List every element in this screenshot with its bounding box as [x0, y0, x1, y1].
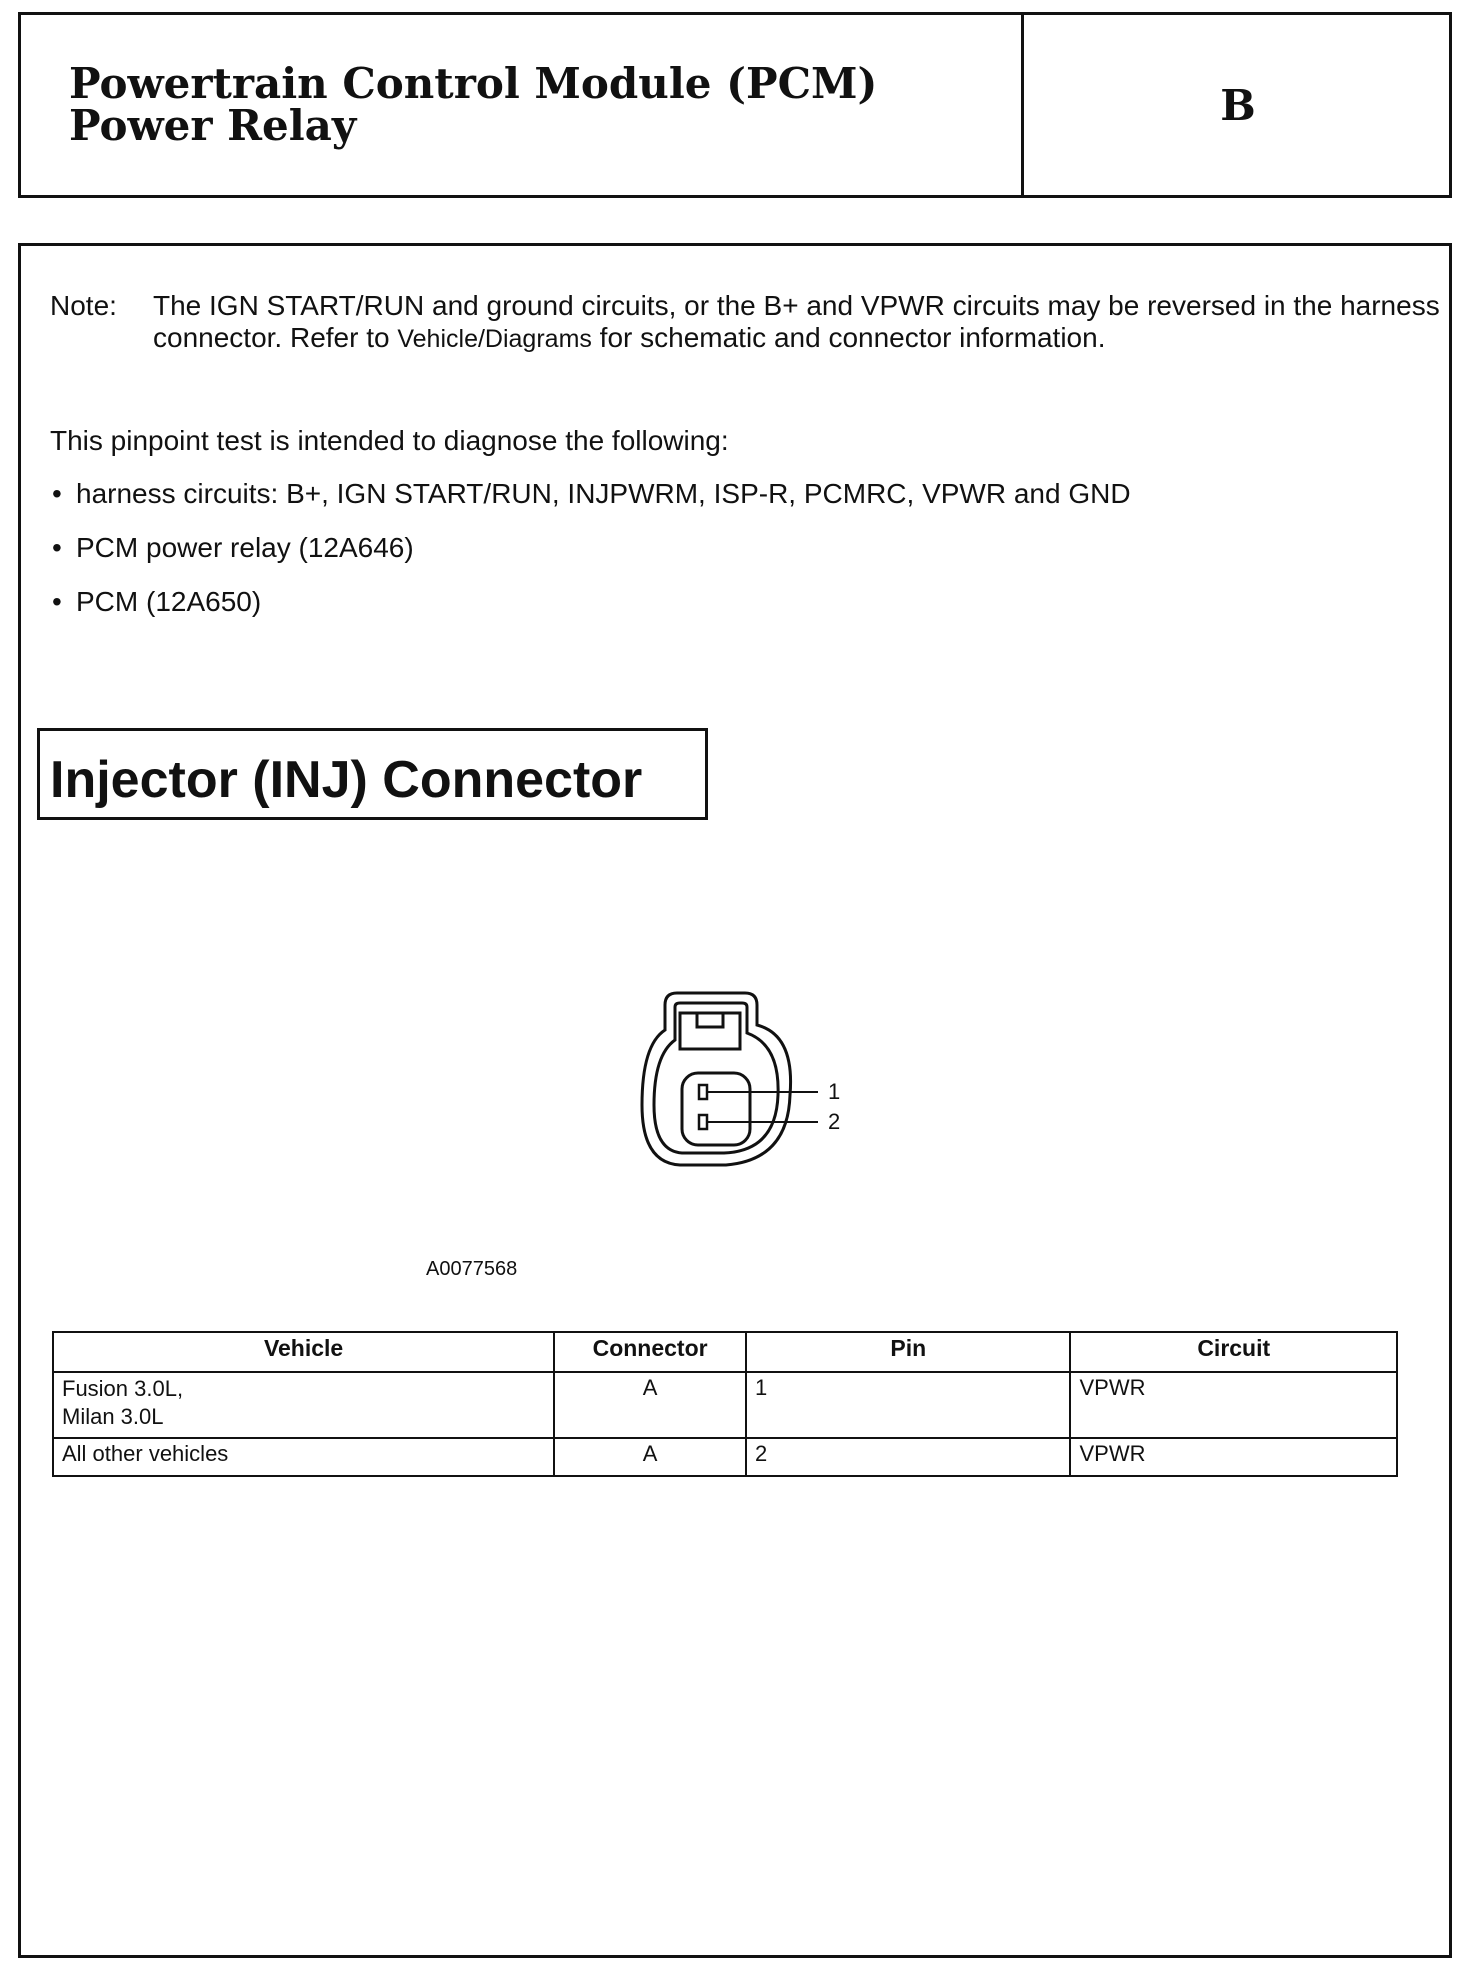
table-row	[53, 1438, 1397, 1476]
column-header-circuit: Circuit	[1070, 1332, 1397, 1372]
list-item: • harness circuits: B+, IGN START/RUN, INJPWRM, ISP-R, PCMRC, VPWR and GND	[50, 478, 1131, 532]
figure-id: A0077568	[426, 1258, 518, 1280]
note-text-start: The IGN START/RUN and ground circuits, or the B+ and VPWR circuits may be reversed in the harness connector. Refer to	[153, 290, 1440, 353]
connector-cell: A	[554, 1372, 746, 1438]
column-header-vehicle: Vehicle	[53, 1332, 554, 1372]
table-header-row	[53, 1332, 1397, 1372]
connector-diagram	[620, 985, 860, 1185]
column-header-pin: Pin	[746, 1332, 1070, 1372]
connector-latch-notch	[697, 1013, 723, 1027]
pin-cell: 2	[746, 1438, 1070, 1476]
title-line-2: Power Relay	[69, 101, 357, 150]
connector-drawing	[620, 985, 860, 1185]
connector-cell: A	[554, 1438, 746, 1476]
vehicle-cell: All other vehicles	[53, 1438, 554, 1476]
page-title	[69, 59, 878, 150]
table-row	[53, 1372, 1397, 1438]
pin-cell: 1	[746, 1372, 1070, 1438]
connector-outer-shell	[642, 993, 791, 1165]
pin-2-terminal	[699, 1115, 707, 1129]
section-letter: B	[1220, 80, 1256, 130]
vehicle-cell: Fusion 3.0L, Milan 3.0L	[53, 1372, 554, 1438]
circuit-cell: VPWR	[1070, 1372, 1397, 1438]
connector-latch	[680, 1013, 740, 1049]
note-text	[153, 290, 1453, 355]
section-heading-text: Injector (INJ) Connector	[50, 751, 643, 809]
intro-text: This pinpoint test is intended to diagnose the following:	[50, 425, 729, 456]
note-text-end: for schematic and connector information.	[591, 322, 1106, 353]
list-item: • PCM (12A650)	[50, 586, 1131, 640]
connector-pin-cavity	[682, 1073, 750, 1145]
diagram-reference: Vehicle/Diagrams	[397, 325, 592, 353]
pin-1-terminal	[699, 1085, 707, 1099]
pin-2-label: 2	[828, 1109, 841, 1134]
title-line-1: Powertrain Control Module (PCM)	[69, 59, 878, 108]
column-header-connector: Connector	[554, 1332, 746, 1372]
note-label: Note:	[50, 290, 117, 321]
pin-table	[52, 1331, 1398, 1477]
diagnosis-list	[50, 478, 1131, 640]
page-header	[18, 12, 1452, 198]
circuit-cell: VPWR	[1070, 1438, 1397, 1476]
section-heading	[37, 728, 708, 820]
pin-1-label: 1	[828, 1079, 841, 1104]
list-item: • PCM power relay (12A646)	[50, 532, 1131, 586]
